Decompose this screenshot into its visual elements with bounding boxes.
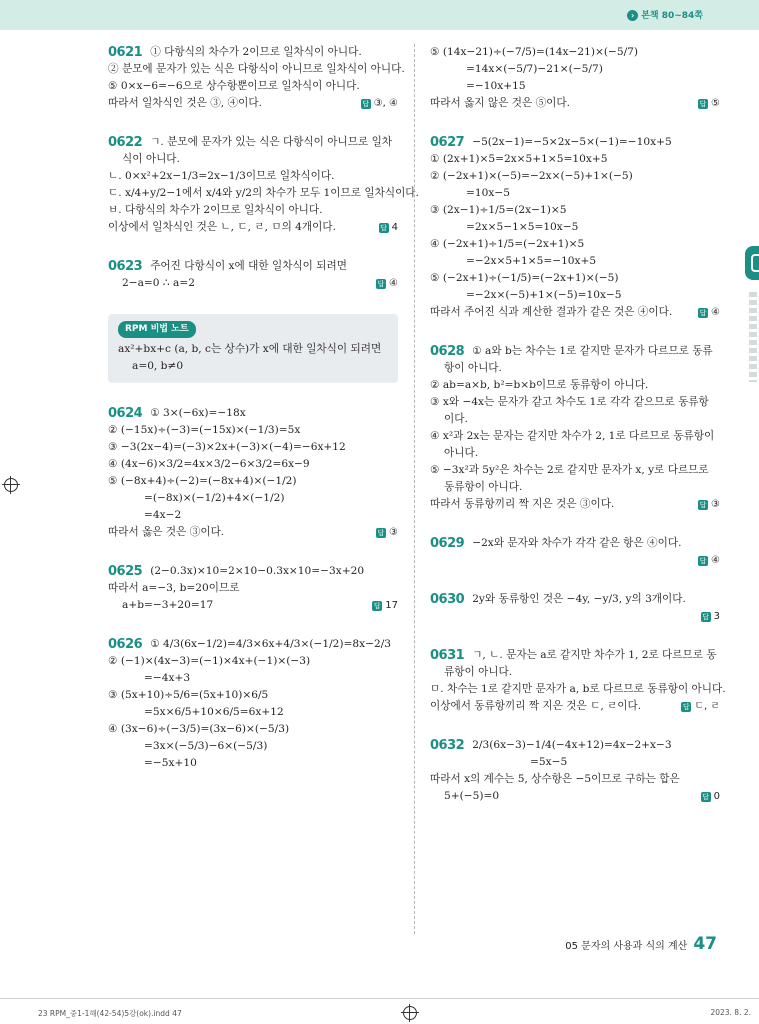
solution-block — [108, 134, 419, 236]
solution-line — [430, 61, 720, 78]
solution-text: 따라서 일차식인 것은 ③, ④이다. — [108, 97, 262, 109]
solution-text: =−4x+3 — [144, 672, 191, 684]
solution-line — [430, 202, 720, 219]
solution-line — [430, 360, 720, 377]
question-number: 0628 — [430, 344, 465, 359]
answer-icon: 답 — [377, 279, 385, 288]
solution-text: ⑤ 0×x−6=−6으로 상수항뿐이므로 일차식이 아니다. — [108, 80, 360, 92]
solution-text: ⑤ (14x−21)÷(−7/5)=(14x−21)×(−5/7) — [430, 46, 639, 58]
solution-line — [430, 253, 720, 270]
solution-line — [430, 287, 720, 304]
solution-line — [108, 524, 398, 541]
right-column — [430, 44, 726, 827]
solution-text: ㅁ. 차수는 1로 같지만 문자가 a, b로 다르므로 동류항이 아니다. — [430, 683, 726, 695]
left-column — [108, 44, 419, 794]
solution-block — [108, 44, 405, 112]
question-number: 0623 — [108, 259, 143, 274]
solution-text: ③ −3(2x−4)=(−3)×2x+(−3)×(−4)=−6x+12 — [108, 441, 346, 453]
print-date: 2023. 8. 2. — [710, 1008, 751, 1017]
solution-text: 2/3(6x−3)−1/4(−4x+12)=4x−2+x−3 — [472, 739, 672, 751]
question-number: 0632 — [430, 738, 465, 753]
solution-text: ① a와 b는 차수는 1로 같지만 문자가 다르므로 동류 — [472, 345, 713, 357]
solution-line — [108, 258, 398, 275]
answer-mark — [698, 304, 720, 321]
side-index-text — [749, 292, 757, 382]
solution-line — [108, 597, 398, 614]
answer-mark — [698, 496, 720, 513]
solution-line — [430, 698, 720, 715]
solution-line — [430, 664, 720, 681]
solution-line — [108, 151, 398, 168]
page-number: 47 — [693, 934, 717, 954]
solution-block — [108, 258, 398, 292]
answer-icon: 답 — [699, 308, 707, 317]
solution-line — [108, 422, 398, 439]
solution-text: ② (−1)×(4x−3)=(−1)×4x+(−1)×(−3) — [108, 655, 311, 667]
solution-line — [108, 168, 398, 185]
solution-text: ① 4/3(6x−1/2)=4/3×6x+4/3×(−1/2)=8x−2/3 — [150, 638, 392, 650]
question-number: 0627 — [430, 135, 465, 150]
solution-text: =5x×6/5+10×6/5=6x+12 — [144, 706, 284, 718]
solution-text: ① 3×(−6x)=−18x — [150, 407, 246, 419]
answer-value: ④ — [389, 278, 398, 289]
answer-mark — [701, 788, 720, 805]
solution-text: 따라서 옳지 않은 것은 ⑤이다. — [430, 97, 570, 109]
solution-text: 따라서 주어진 식과 계산한 결과가 같은 것은 ④이다. — [430, 306, 673, 318]
arrow-right-icon: › — [627, 10, 638, 21]
answer-mark — [698, 552, 720, 569]
solution-block — [108, 636, 398, 772]
solution-line — [108, 704, 398, 721]
answer-icon: 답 — [702, 612, 709, 621]
question-number: 0624 — [108, 406, 143, 421]
solution-line — [430, 591, 720, 608]
solution-line — [430, 535, 720, 552]
answer-mark — [376, 275, 398, 292]
solution-block — [430, 737, 720, 805]
tip-note-tag: RPM 비법 노트 — [118, 321, 196, 338]
solution-line — [108, 653, 398, 670]
answer-mark — [681, 698, 720, 715]
solution-line — [108, 507, 398, 524]
solution-line — [430, 95, 720, 112]
solution-line — [108, 95, 398, 112]
solution-line — [108, 134, 398, 151]
solution-text: 아니다. — [444, 447, 479, 459]
answer-value: 0 — [713, 791, 720, 802]
solution-text: 2y와 동류항인 것은 −4y, −y/3, y의 3개이다. — [472, 593, 686, 605]
answer-value: 17 — [385, 600, 398, 611]
solution-line — [108, 275, 398, 292]
solution-text: =14x×(−5/7)−21×(−5/7) — [466, 63, 603, 75]
answer-icon: 답 — [702, 792, 709, 801]
solution-text: =(−8x)×(−1/2)+4×(−1/2) — [144, 492, 285, 504]
solution-text: 이상에서 일차식인 것은 ㄴ, ㄷ, ㄹ, ㅁ의 4개이다. — [108, 221, 336, 233]
solution-line — [430, 394, 720, 411]
solution-text: ④ (−2x+1)÷1/5=(−2x+1)×5 — [430, 238, 585, 250]
answer-value: ④ — [711, 555, 720, 566]
solution-text: ⑤ (−8x+4)÷(−2)=(−8x+4)×(−1/2) — [108, 475, 297, 487]
solution-line — [108, 738, 398, 755]
solution-text: 따라서 옳은 것은 ③이다. — [108, 526, 225, 538]
answer-mark — [379, 219, 398, 236]
registration-mark-icon — [4, 478, 18, 492]
question-number: 0630 — [430, 592, 465, 607]
print-file-info: 23 RPM_중1-1해(42-54)5강(ok).indd 47 — [38, 1009, 182, 1018]
solution-text: ③ (2x−1)÷1/5=(2x−1)×5 — [430, 204, 567, 216]
solution-text: ① 다항식의 차수가 2이므로 일차식이 아니다. — [150, 46, 362, 58]
solution-text: 2−a=0 ∴ a=2 — [122, 277, 195, 289]
question-number: 0625 — [108, 564, 143, 579]
question-number: 0629 — [430, 536, 465, 551]
solution-text: ③ (5x+10)÷5/6=(5x+10)×6/5 — [108, 689, 269, 701]
question-number: 0631 — [430, 648, 465, 663]
solution-text: a+b=−3+20=17 — [122, 599, 214, 611]
chapter-tab-icon — [751, 254, 759, 272]
solution-text: −5(2x−1)=−5×2x−5×(−1)=−10x+5 — [472, 136, 672, 148]
solution-text: 따라서 동류항끼리 짝 지은 것은 ③이다. — [430, 498, 615, 510]
answer-mark — [372, 597, 398, 614]
solution-text: (2−0.3x)×10=2×10−0.3x×10=−3x+20 — [150, 565, 365, 577]
solution-line — [108, 490, 398, 507]
footer-chapter — [565, 934, 717, 954]
solution-text: =4x−2 — [144, 509, 182, 521]
solution-line — [108, 405, 398, 422]
solution-block — [430, 591, 720, 625]
answer-mark — [376, 524, 398, 541]
solution-line — [430, 428, 720, 445]
solution-line — [108, 687, 398, 704]
solution-block — [430, 44, 720, 112]
solution-line — [430, 236, 720, 253]
solution-text: =−2x×5+1×5=−10x+5 — [466, 255, 597, 267]
solution-line — [108, 439, 398, 456]
bottom-rule — [0, 998, 759, 999]
solution-text: 5+(−5)=0 — [444, 790, 500, 802]
solution-line — [108, 580, 398, 597]
solution-block — [108, 563, 398, 614]
solution-text: ③ x와 −4x는 문자가 같고 차수도 1로 각각 같으므로 동류항 — [430, 396, 709, 408]
solution-line — [430, 681, 726, 698]
solution-line — [430, 445, 720, 462]
solution-line — [430, 343, 720, 360]
solution-text: ⑤ −3x²과 5y²은 차수는 2로 같지만 문자가 x, y로 다르므로 — [430, 464, 709, 476]
solution-line — [108, 563, 398, 580]
solution-text: ④ (4x−6)×3/2=4x×3/2−6×3/2=6x−9 — [108, 458, 310, 470]
solution-line — [430, 771, 720, 788]
answer-value: 4 — [391, 222, 398, 233]
solution-line — [108, 473, 398, 490]
solution-line — [430, 270, 720, 287]
solution-line — [430, 737, 720, 754]
solution-block — [108, 405, 398, 541]
answer-value: ㄷ, ㄹ — [694, 701, 720, 712]
chapter-tab — [745, 246, 759, 280]
solution-text: 류항이 아니다. — [444, 666, 513, 678]
solution-line — [430, 479, 720, 496]
answer-icon: 답 — [380, 223, 387, 232]
solution-text: ㄱ. 분모에 문자가 있는 식은 다항식이 아니므로 일차 — [150, 136, 393, 148]
answer-icon: 답 — [699, 556, 707, 565]
solution-text: 주어진 다항식이 x에 대한 일차식이 되려면 — [150, 260, 347, 272]
solution-text: =10x−5 — [466, 187, 510, 199]
header-bar — [0, 0, 759, 30]
solution-line — [430, 185, 720, 202]
solution-line — [108, 44, 398, 61]
answer-icon: 답 — [699, 500, 707, 509]
solution-text: ② 분모에 문자가 있는 식은 다항식이 아니므로 일차식이 아니다. — [108, 63, 405, 75]
solution-line — [430, 411, 720, 428]
answer-icon: 답 — [373, 601, 381, 610]
solution-text: 항이 아니다. — [444, 362, 502, 374]
answer-mark — [701, 608, 720, 625]
solution-text: =3x×(−5/3)−6×(−5/3) — [144, 740, 268, 752]
tip-note-line: ax²+bx+c (a, b, c는 상수)가 x에 대한 일차식이 되려면 — [118, 343, 382, 355]
solution-line — [108, 78, 398, 95]
solution-block — [430, 535, 720, 569]
answer-value: ④ — [711, 307, 720, 318]
solution-line — [430, 552, 720, 569]
solution-line — [430, 462, 720, 479]
solution-line — [108, 219, 398, 236]
answer-value: ⑤ — [711, 98, 720, 109]
answer-mark — [698, 95, 720, 112]
solution-text: ② (−2x+1)×(−5)=−2x×(−5)+1×(−5) — [430, 170, 633, 182]
tip-note — [108, 314, 398, 383]
solution-text: 이상에서 동류항끼리 짝 지은 것은 ㄷ, ㄹ이다. — [430, 700, 642, 712]
solution-text: 따라서 x의 계수는 5, 상수항은 −5이므로 구하는 합은 — [430, 773, 680, 785]
solution-line — [430, 168, 720, 185]
solution-line — [108, 755, 398, 772]
solution-line — [108, 670, 398, 687]
solution-line — [430, 44, 720, 61]
solution-line — [430, 78, 720, 95]
registration-mark-icon — [403, 1006, 417, 1020]
solution-block — [430, 134, 720, 321]
solution-line — [108, 456, 398, 473]
answer-icon: 답 — [362, 99, 370, 108]
solution-text: =2x×5−1×5=10x−5 — [466, 221, 579, 233]
solution-text: ① (2x+1)×5=2x×5+1×5=10x+5 — [430, 153, 608, 165]
solution-text: ② ab=a×b, b²=b×b이므로 동류항이 아니다. — [430, 379, 649, 391]
solution-text: ④ (3x−6)÷(−3/5)=(3x−6)×(−5/3) — [108, 723, 290, 735]
solution-text: 이다. — [444, 413, 468, 425]
tip-note-line: a=0, b≠0 — [132, 360, 184, 372]
question-number: 0622 — [108, 135, 143, 150]
solution-block — [430, 647, 726, 715]
solution-text: ㄴ. 0×x²+2x−1/3=2x−1/3이므로 일차식이다. — [108, 170, 335, 182]
solution-line — [430, 496, 720, 513]
solution-text: =−10x+15 — [466, 80, 526, 92]
question-number: 0621 — [108, 45, 143, 60]
column-divider — [414, 44, 415, 934]
solution-line — [430, 134, 720, 151]
solution-line — [430, 304, 720, 321]
solution-text: =5x−5 — [530, 756, 568, 768]
solution-text: ⑤ (−2x+1)÷(−1/5)=(−2x+1)×(−5) — [430, 272, 619, 284]
solution-text: 따라서 a=−3, b=20이므로 — [108, 582, 240, 594]
answer-mark — [361, 95, 398, 112]
solution-text: 동류항이 아니다. — [444, 481, 523, 493]
answer-value: ③ — [389, 527, 398, 538]
solution-text: ㄷ. x/4+y/2−1에서 x/4와 y/2의 차수가 모두 1이므로 일차식이다. — [108, 187, 419, 199]
solution-text: ㄱ, ㄴ. 문자는 a로 같지만 차수가 1, 2로 다르므로 동 — [472, 649, 717, 661]
solution-line — [108, 202, 398, 219]
solution-text: −2x와 문자와 차수가 각각 같은 항은 ④이다. — [472, 537, 682, 549]
chapter-title: 05 문자의 사용과 식의 계산 — [565, 941, 688, 952]
answer-value: ③ — [711, 499, 720, 510]
solution-line — [108, 721, 398, 738]
solution-line — [430, 377, 720, 394]
answer-icon: 답 — [377, 528, 385, 537]
solution-text: ㅂ. 다항식의 차수가 2이므로 일차식이 아니다. — [108, 204, 323, 216]
question-number: 0626 — [108, 637, 143, 652]
solution-text: 식이 아니다. — [122, 153, 180, 165]
solution-line — [108, 185, 419, 202]
solution-line — [430, 151, 720, 168]
solution-line — [430, 608, 720, 625]
solution-line — [430, 754, 720, 771]
solution-text: ④ x²과 2x는 문자는 같지만 차수가 2, 1로 다르므로 동류항이 — [430, 430, 715, 442]
page-reference: › 본책 80~84쪽 — [627, 8, 703, 21]
solution-text: =−2x×(−5)+1×(−5)=10x−5 — [466, 289, 622, 301]
answer-icon: 답 — [682, 702, 690, 711]
solution-text: =−5x+10 — [144, 757, 197, 769]
solution-line — [430, 219, 720, 236]
solution-line — [108, 61, 405, 78]
answer-value: ③, ④ — [373, 98, 398, 109]
solution-block — [430, 343, 720, 513]
answer-icon: 답 — [699, 99, 707, 108]
solution-line — [108, 636, 398, 653]
solution-text: ② (−15x)÷(−3)=(−15x)×(−1/3)=5x — [108, 424, 301, 436]
solution-line — [430, 788, 720, 805]
answer-value: 3 — [713, 611, 720, 622]
solution-line — [430, 647, 720, 664]
